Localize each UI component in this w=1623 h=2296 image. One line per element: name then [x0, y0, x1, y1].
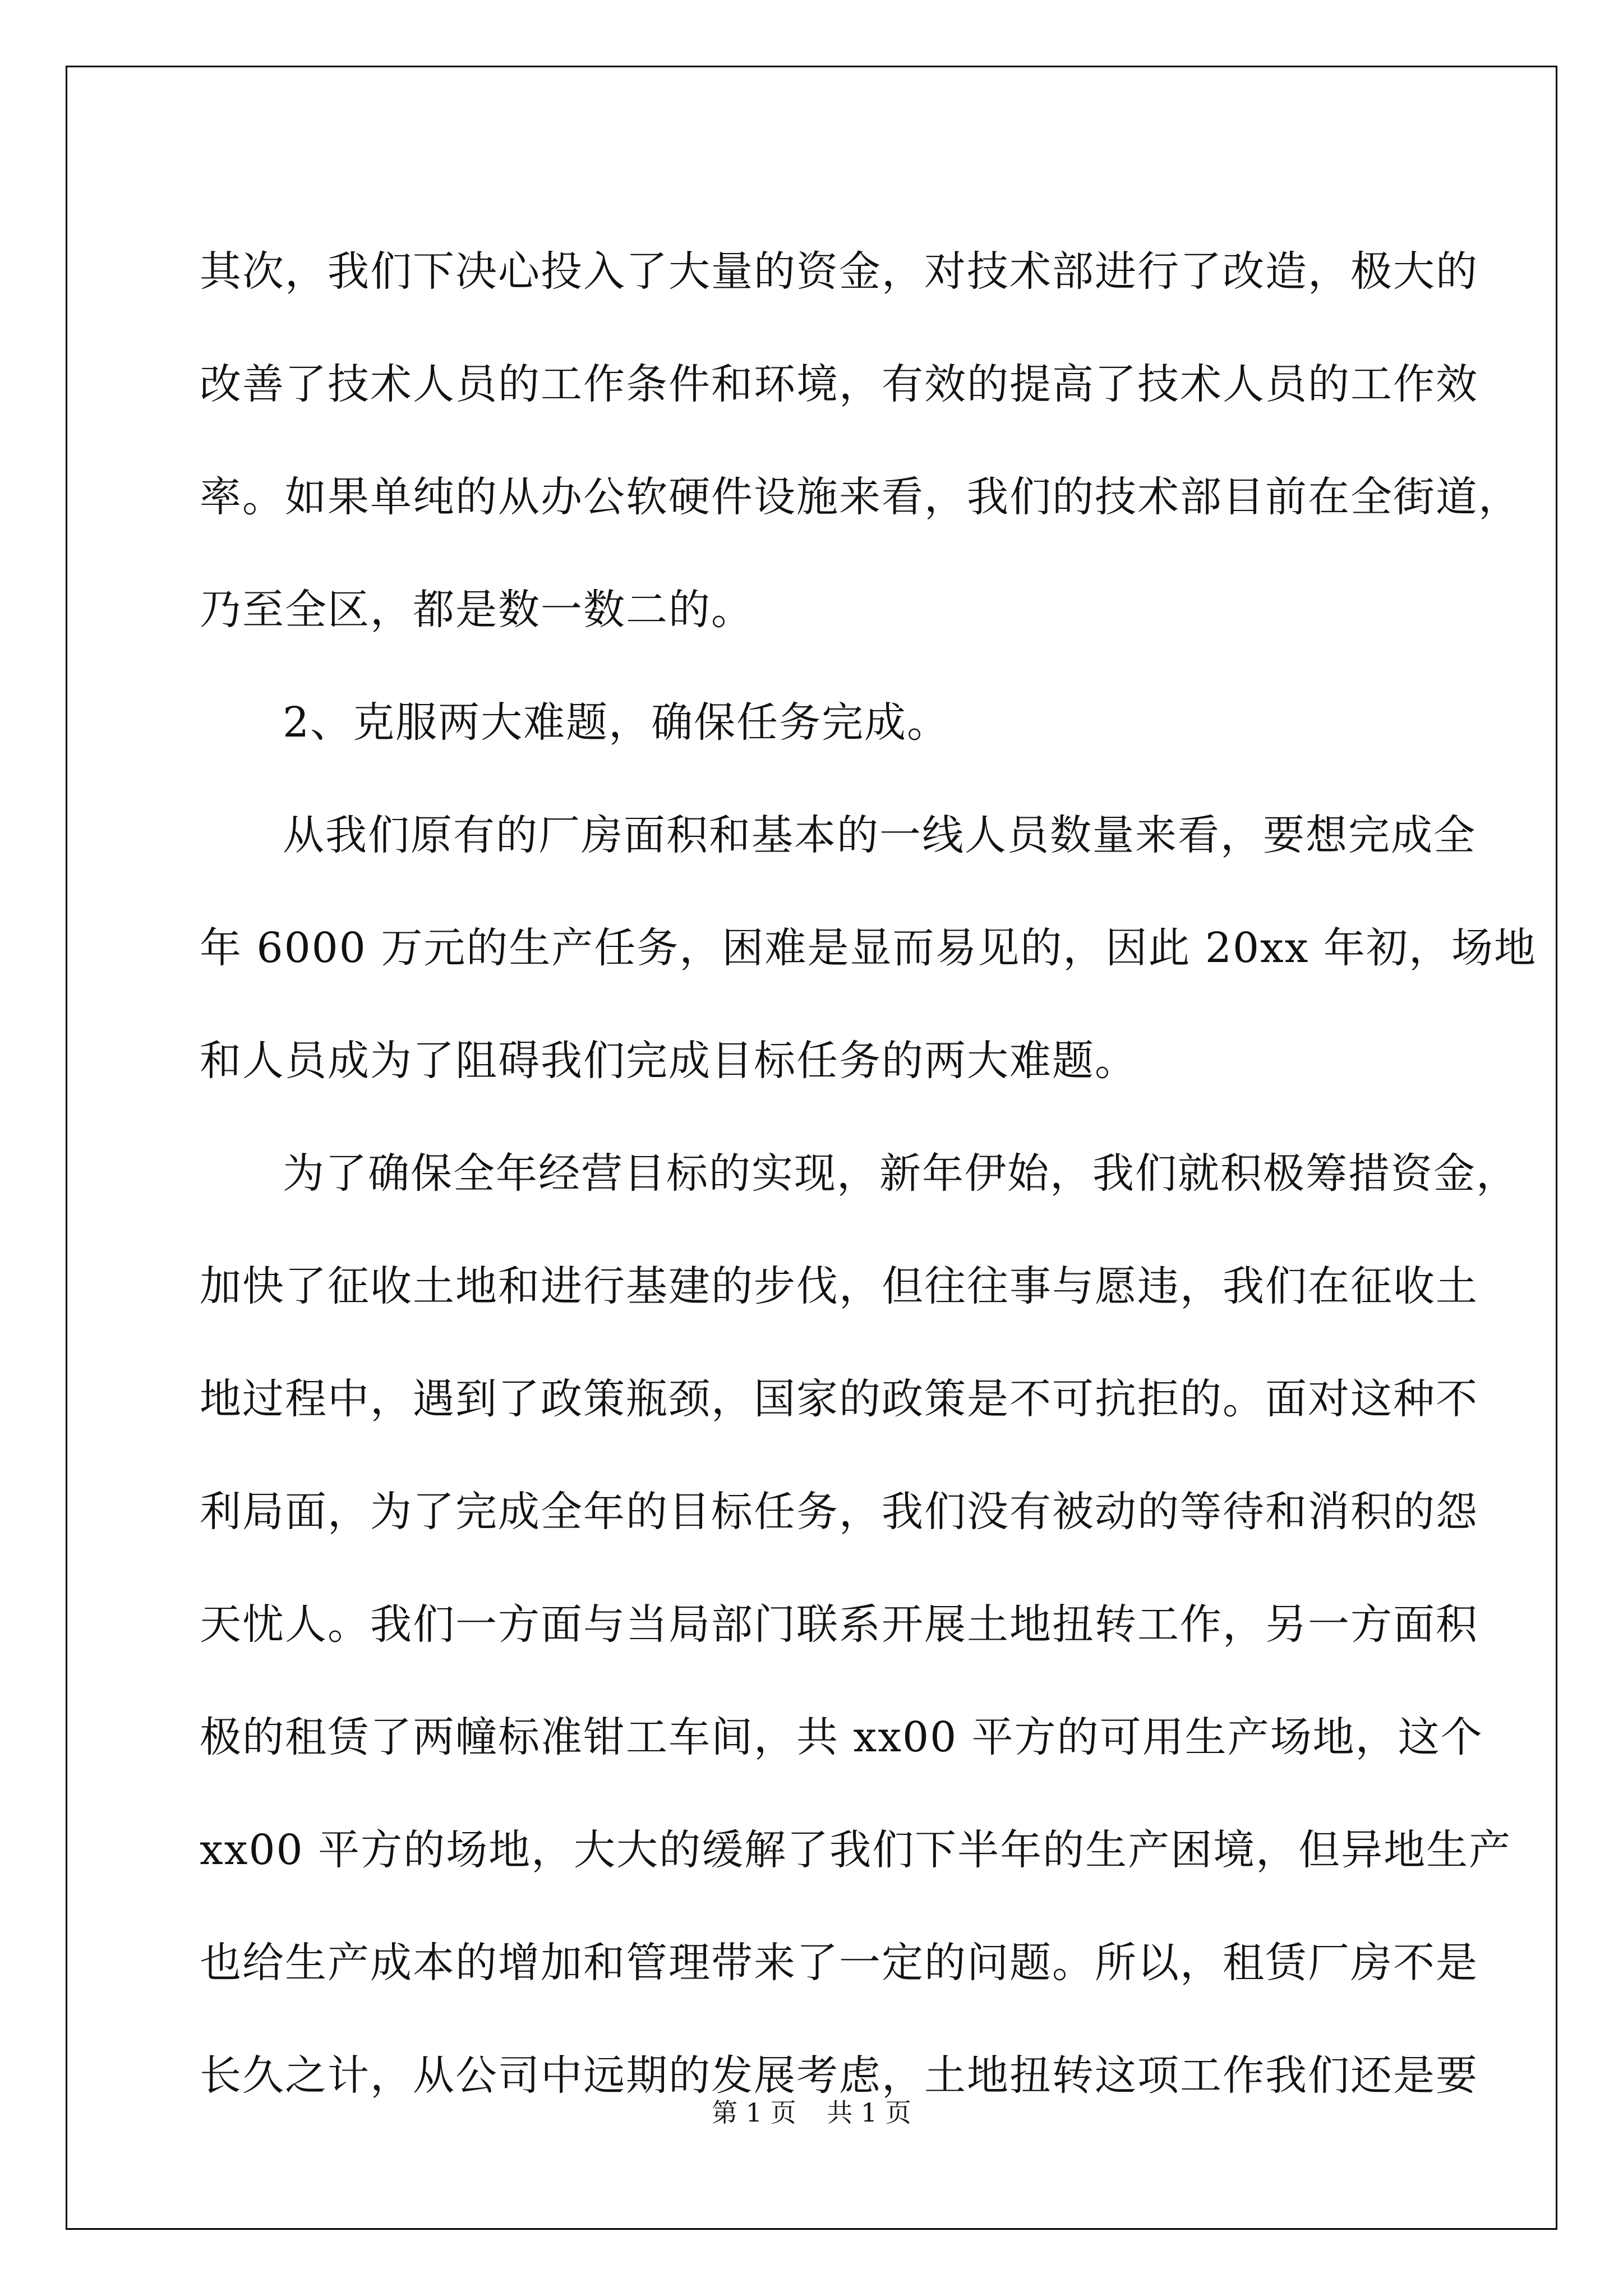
text-line: 利局面，为了完成全年的目标任务，我们没有被动的等待和消积的怨 [200, 1488, 1478, 1536]
text-line: xx00 平方的场地，大大的缓解了我们下半年的生产困境，但异地生产 [200, 1826, 1512, 1874]
text-line: 从我们原有的厂房面积和基本的一线人员数量来看，要想完成全 [283, 811, 1476, 859]
text-line: 率。如果单纯的从办公软硬件设施来看，我们的技术部目前在全街道， [200, 473, 1521, 521]
text-line: 乃至全区，都是数一数二的。 [200, 586, 754, 634]
text-line: 年 6000 万元的生产任务，困难是显而易见的，因此 20xx 年初，场地 [200, 924, 1537, 972]
text-line: 加快了征收土地和进行基建的步伐，但往往事与愿违，我们在征收土 [200, 1262, 1478, 1310]
text-line: 天忧人。我们一方面与当局部门联系开展土地扭转工作，另一方面积 [200, 1600, 1478, 1649]
document-body [200, 215, 1537, 2132]
section-heading: 2、克服两大难题，确保任务完成。 [283, 698, 950, 747]
text-line: 极的租赁了两幢标准钳工车间，共 xx00 平方的可用生产场地，这个 [200, 1713, 1483, 1761]
page-footer [0, 2092, 1623, 2129]
page-total: 共 1 页 [827, 2097, 911, 2128]
page-number: 第 1 页 [712, 2097, 796, 2128]
text-line: 其次，我们下决心投入了大量的资金，对技术部进行了改造，极大的 [200, 247, 1478, 296]
text-line: 为了确保全年经营目标的实现，新年伊始，我们就积极筹措资金， [283, 1149, 1519, 1198]
text-line: 长久之计，从公司中远期的发展考虑，土地扭转这项工作我们还是要 [200, 2051, 1478, 2100]
text-line: 改善了技术人员的工作条件和环境，有效的提高了技术人员的工作效 [200, 360, 1478, 408]
text-line: 也给生产成本的增加和管理带来了一定的问题。所以，租赁厂房不是 [200, 1939, 1478, 1987]
text-line: 地过程中，遇到了政策瓶颈，国家的政策是不可抗拒的。面对这种不 [200, 1375, 1478, 1423]
text-line: 和人员成为了阻碍我们完成目标任务的两大难题。 [200, 1037, 1137, 1085]
